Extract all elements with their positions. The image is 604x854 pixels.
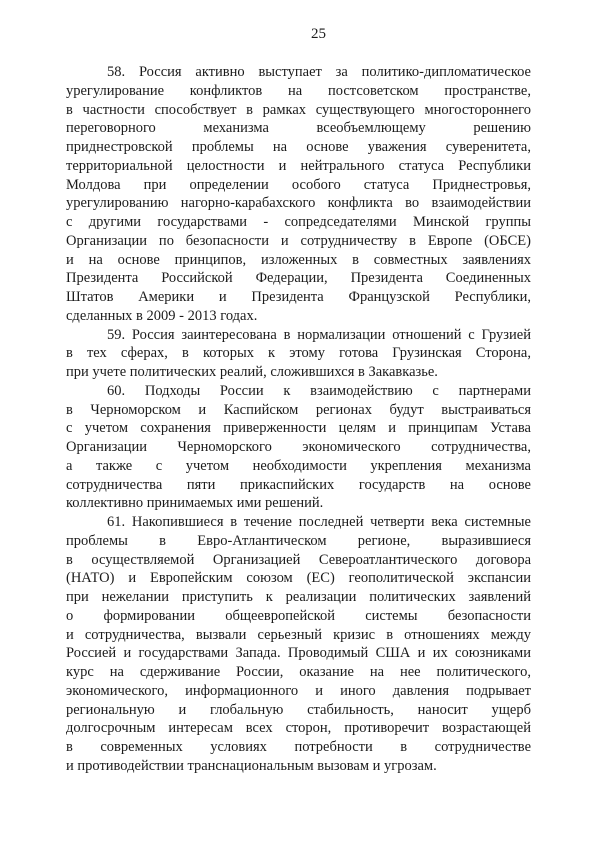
text-line: проблемы в Евро-Атлантическом регионе, выразившиеся (66, 532, 531, 549)
text-line: Штатов Америки и Президента Французской Республики, (66, 289, 531, 305)
text-line: 58. Россия активно выступает за политико-дипломатическое (107, 64, 531, 80)
text-line: в частности способствует в рамках существующего многостороннего (66, 101, 531, 118)
page-number: 25 (311, 26, 326, 42)
text-line: Организации по безопасности и сотрудничеству в Европе (ОБСЕ) (66, 232, 531, 249)
text-line: и сотрудничества, вызвали серьезный кризис в отношениях между (66, 626, 531, 643)
text-line: сотрудничества пяти прикаспийских государств на основе (66, 476, 531, 493)
text-line: и на основе принципов, изложенных в совместных заявлениях (66, 251, 531, 268)
text-line: Молдова при определении особого статуса Приднестровья, (66, 176, 531, 193)
document-body (66, 63, 531, 776)
text-line: 61. Накопившиеся в течение последней четверти века системные (107, 514, 531, 530)
text-line: 60. Подходы России к взаимодействию с партнерами (107, 382, 531, 399)
text-line: с учетом сохранения приверженности целям и принципам Устава (66, 420, 531, 437)
text-line: (НАТО) и Европейским союзом (ЕС) геополитической экспансии (66, 570, 531, 587)
text-line: территориальной целостности и нейтрального статуса Республики (66, 157, 531, 174)
text-line: региональную и глобальную стабильность, наносит ущерб (66, 701, 531, 718)
text-line: долгосрочным интересам всех сторон, противоречит возрастающей (66, 720, 531, 737)
text-line: приднестровской проблемы на основе уважения суверенитета, (66, 139, 531, 155)
text-line: экономического, информационного и иного давления подрывает (66, 682, 531, 699)
text-line: переговорного механизма всеобъемлющему решению (66, 120, 531, 137)
text-line: в Черноморском и Каспийском регионах будут выстраиваться (66, 401, 531, 418)
text-line: о формировании общеевропейской системы безопасности (66, 607, 531, 624)
text-line: 59. Россия заинтересована в нормализации отношений с Грузией (107, 326, 531, 343)
text-line: сделанных в 2009 - 2013 годах. (66, 307, 258, 324)
text-line: при нежелании приступить к реализации политических заявлений (66, 589, 531, 605)
text-line: в осуществляемой Организацией Североатлантического договора (66, 551, 531, 568)
text-line: а также с учетом необходимости укрепления механизма (66, 457, 531, 474)
text-line: коллективно принимаемых ими решений. (66, 495, 324, 512)
text-line: при учете политических реалий, сложившихся в Закавказье. (66, 364, 438, 380)
text-line: в современных условиях потребности в сотрудничестве (66, 739, 531, 755)
text-line: с другими государствами - сопредседателями Минской группы (66, 214, 531, 230)
text-line: в тех сферах, в которых к этому готова Грузинская Сторона, (66, 345, 531, 362)
text-line: и противодействии транснациональным вызовам и угрозам. (66, 757, 437, 774)
text-line: урегулированию нагорно-карабахского конфликта во взаимодействии (66, 195, 531, 212)
text-line: Президента Российской Федерации, Президента Соединенных (66, 270, 531, 287)
text-line: курс на сдерживание России, оказание на нее политического, (66, 664, 531, 680)
text-line: Организации Черноморского экономического сотрудничества, (66, 439, 531, 455)
text-line: урегулирование конфликтов на постсоветском пространстве, (66, 82, 531, 99)
text-line: Россией и государствами Запада. Проводимый США и их союзниками (66, 645, 531, 662)
